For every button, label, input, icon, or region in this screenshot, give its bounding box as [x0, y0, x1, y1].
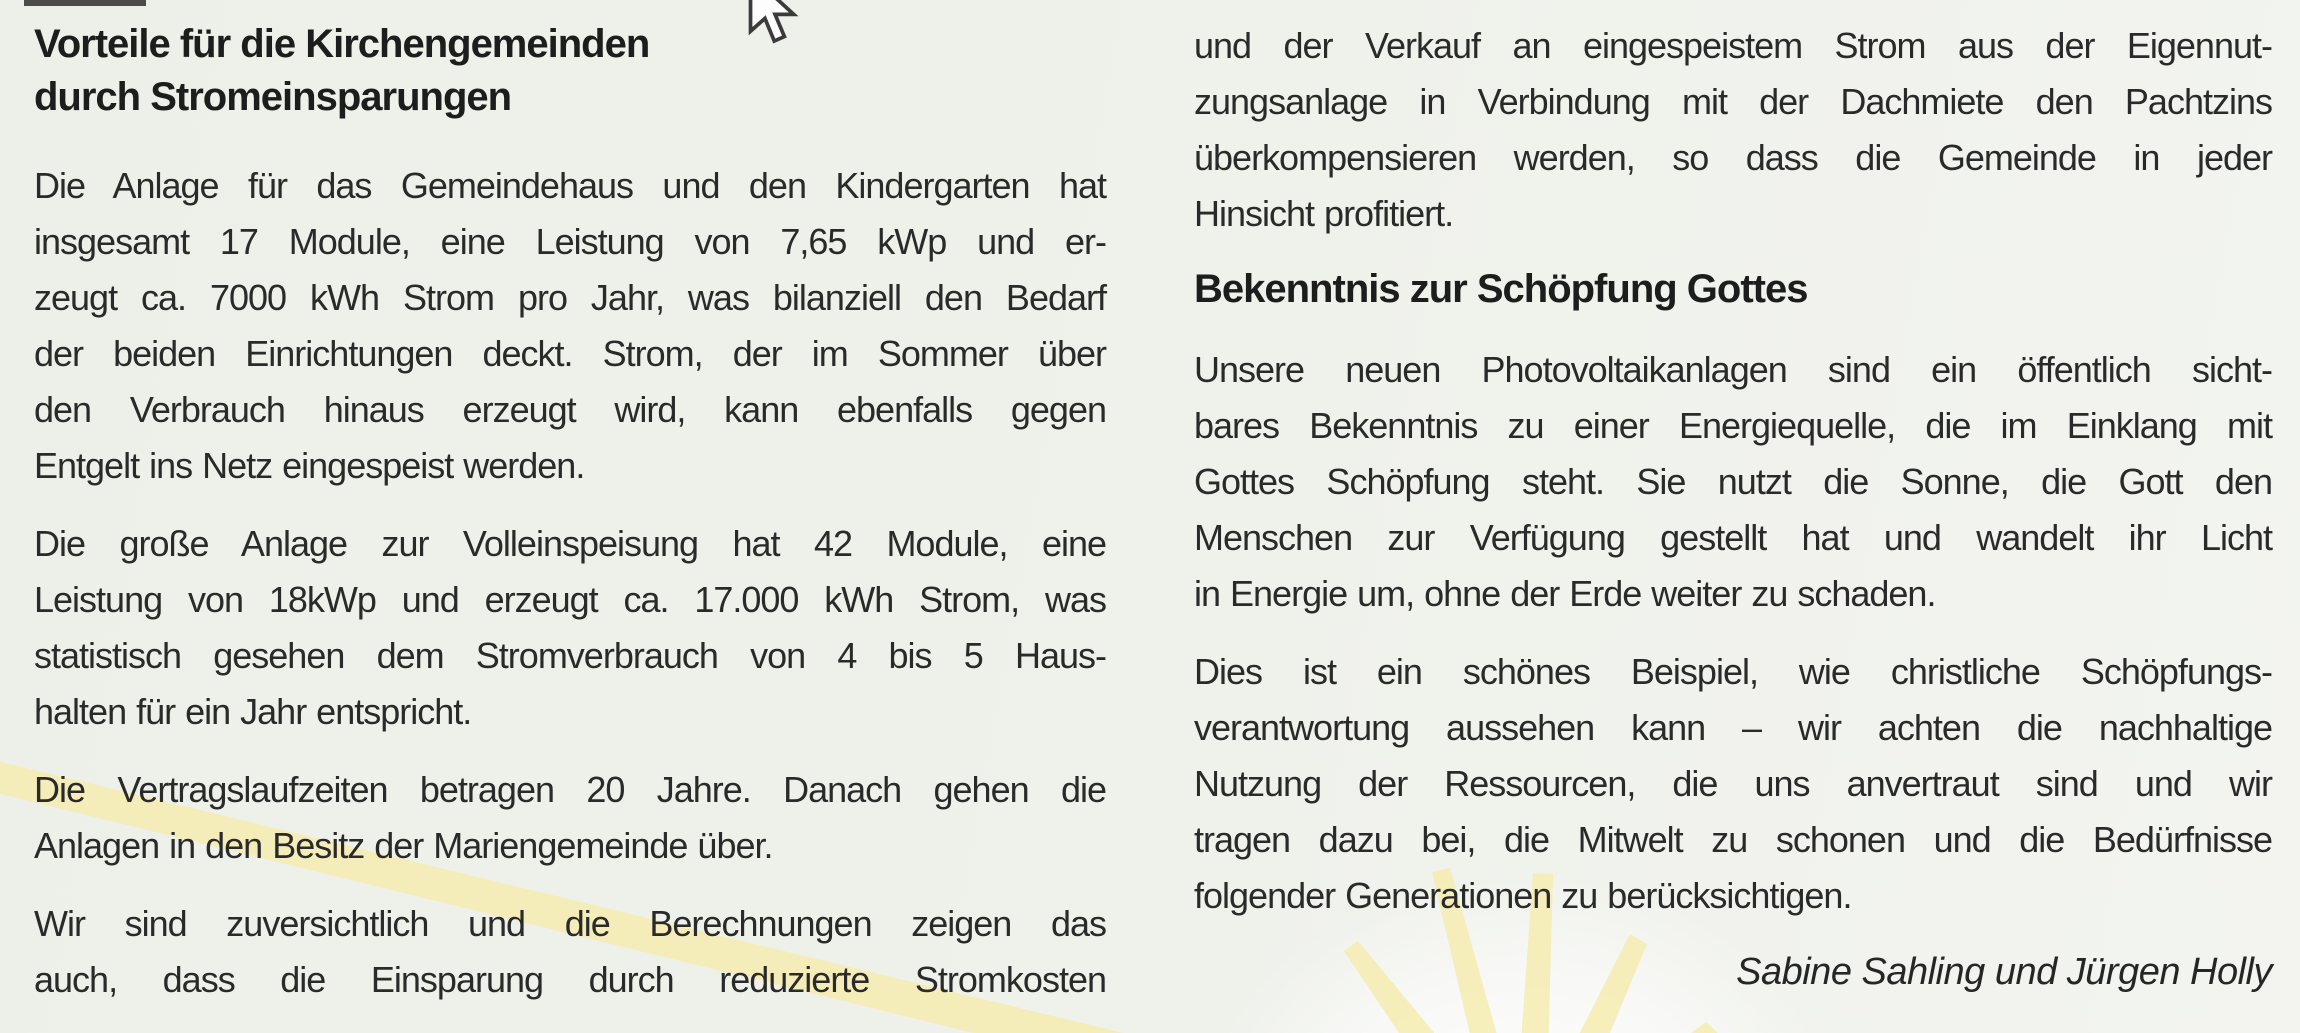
text-line: auch, dass die Einsparung durch reduzierte Stromkosten [34, 959, 1106, 1000]
text-line: zeugt ca. 7000 kWh Strom pro Jahr, was bilanziell den Bedarf [34, 277, 1106, 318]
text-line: Nutzung der Ressourcen, die uns anvertraut sind und wir [1194, 763, 2272, 804]
section-heading: Bekenntnis zur Schöpfung Gottes [1194, 267, 1808, 311]
text-line: tragen dazu bei, die Mitwelt zu schonen und die Bedürfnisse [1194, 819, 2272, 860]
paragraph [34, 896, 1106, 1008]
text-line: Dies ist ein schönes Beispiel, wie christliche Schöpfungs- [1194, 651, 2272, 692]
text-line: Wir sind zuversichtlich und die Berechnungen zeigen das [34, 903, 1106, 944]
text-line: zungsanlage in Verbindung mit der Dachmiete den Pachtzins [1194, 81, 2272, 122]
text-line: halten für ein Jahr entspricht. [34, 691, 472, 732]
author-signature: Sabine Sahling und Jürgen Holly [1736, 951, 2272, 993]
text-line: den Verbrauch hinaus erzeugt wird, kann ebenfalls gegen [34, 389, 1106, 430]
text-line: Menschen zur Verfügung gestellt hat und wandelt ihr Licht [1194, 517, 2272, 558]
mouse-cursor-icon [747, 0, 801, 52]
paragraph [1194, 644, 2272, 924]
text-line: bares Bekenntnis zu einer Energiequelle, die im Einklang mit [1194, 405, 2272, 446]
text-line: Anlagen in den Besitz der Mariengemeinde über. [34, 825, 773, 866]
paragraph [34, 158, 1106, 494]
text-line: Die große Anlage zur Volleinspeisung hat 42 Module, eine [34, 523, 1106, 564]
text-line: und der Verkauf an eingespeistem Strom aus der Eigennut- [1194, 25, 2272, 66]
paragraph [34, 762, 1106, 874]
paragraph [34, 516, 1106, 740]
heading-line: Vorteile für die Kirchengemeinden [34, 22, 650, 66]
text-line: überkompensieren werden, so dass die Gemeinde in jeder [1194, 137, 2272, 178]
text-line: statistisch gesehen dem Stromverbrauch von 4 bis 5 Haus- [34, 635, 1106, 676]
text-line: der beiden Einrichtungen deckt. Strom, der im Sommer über [34, 333, 1106, 374]
text-line: Hinsicht profitiert. [1194, 193, 1454, 234]
text-line: Entgelt ins Netz eingespeist werden. [34, 445, 585, 486]
left-column [34, 0, 1106, 1030]
paragraph [1194, 18, 2272, 242]
right-column [1194, 0, 2272, 998]
top-edge-artifact [24, 0, 146, 6]
text-line: Unsere neuen Photovoltaikanlagen sind ein öffentlich sicht- [1194, 349, 2272, 390]
text-line: Die Vertragslaufzeiten betragen 20 Jahre. Danach gehen die [34, 769, 1106, 810]
paragraph [1194, 342, 2272, 622]
heading-line: durch Stromeinsparungen [34, 75, 512, 119]
article-heading [34, 18, 1106, 124]
text-line: folgender Generationen zu berücksichtigen. [1194, 875, 1852, 916]
text-line: verantwortung aussehen kann – wir achten die nachhaltige [1194, 707, 2272, 748]
text-line: Gottes Schöpfung steht. Sie nutzt die Sonne, die Gott den [1194, 461, 2272, 502]
text-line: Die Anlage für das Gemeindehaus und den Kindergarten hat [34, 165, 1106, 206]
text-line: insgesamt 17 Module, eine Leistung von 7,65 kWp und er- [34, 221, 1106, 262]
text-line: Leistung von 18kWp und erzeugt ca. 17.000 kWh Strom, was [34, 579, 1106, 620]
text-line: in Energie um, ohne der Erde weiter zu schaden. [1194, 573, 1936, 614]
